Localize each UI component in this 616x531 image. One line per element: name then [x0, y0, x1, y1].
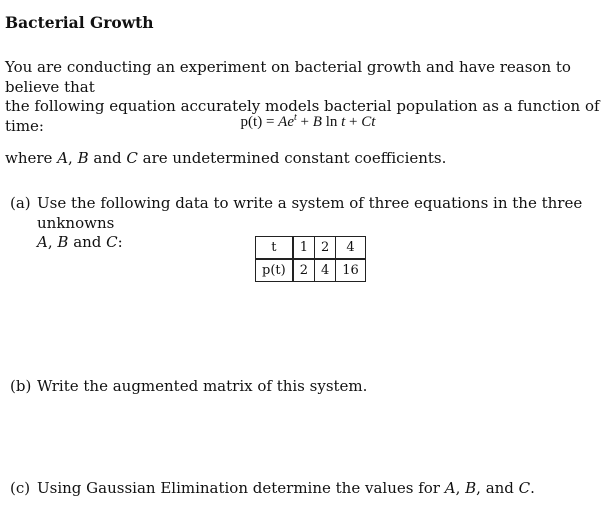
part-a-end: :: [117, 233, 123, 251]
part-a-label: (a): [10, 194, 31, 212]
part-a-sep: ,: [47, 233, 58, 251]
data-table: [255, 236, 366, 282]
intro-line-2: the following equation accurately models bacterial population as a function of time:: [5, 97, 600, 135]
equation-ln: ln: [321, 114, 342, 130]
where-sep: ,: [68, 149, 78, 167]
page-title: Bacterial Growth: [5, 13, 154, 32]
equation-coef-a: A: [278, 114, 288, 130]
part-c-label: (c): [10, 479, 31, 497]
table-cell-t-2: 2: [314, 237, 335, 260]
where-b: B: [77, 149, 89, 167]
equation-t-2: t: [371, 114, 376, 130]
part-c-end: .: [530, 479, 535, 497]
where-a: A: [57, 149, 69, 167]
part-a-b: B: [57, 233, 69, 251]
table-cell-t-3: 4: [336, 237, 366, 260]
table-cell-p-2: 4: [314, 259, 335, 282]
table-row-p: [256, 259, 366, 282]
where-prefix: where: [5, 149, 58, 167]
part-c-sep-1: ,: [455, 479, 466, 497]
where-sentence: [5, 149, 446, 167]
equation-e: e: [287, 114, 295, 130]
where-and: and: [88, 149, 127, 167]
intro-line-1: You are conducting an experiment on bacterial growth and have reason to believe that: [5, 58, 571, 96]
equation-t-1: t: [341, 114, 346, 130]
equation-exponent: t: [294, 112, 297, 123]
where-suffix: are undetermined constant coefficients.: [137, 149, 447, 167]
part-c-a: A: [444, 479, 456, 497]
part-c-b: B: [465, 479, 477, 497]
model-equation: [0, 114, 616, 131]
part-c: [10, 479, 535, 499]
table-cell-t-1: 1: [293, 237, 315, 260]
table-cell-p-1: 2: [293, 259, 315, 282]
where-c: C: [126, 149, 138, 167]
part-a-c: C: [106, 233, 118, 251]
equation-plus-2: +: [345, 114, 362, 130]
part-a-a: A: [37, 233, 48, 251]
part-c-text: Using Gaussian Elimination determine the values for: [37, 479, 445, 497]
table-header-t: t: [256, 237, 293, 260]
equation-coef-b: B: [312, 114, 322, 130]
table-cell-p-3: 16: [336, 259, 366, 282]
part-b-label: (b): [10, 377, 32, 395]
part-b-text: Write the augmented matrix of this system.: [37, 377, 368, 395]
table-row-t: [256, 237, 366, 260]
part-c-sep-2: , and: [476, 479, 519, 497]
equation-lhs: p(t) =: [240, 114, 279, 130]
part-a-and: and: [68, 233, 107, 251]
table-header-p: p(t): [256, 259, 293, 282]
part-c-c: C: [518, 479, 531, 497]
equation-coef-c: C: [361, 114, 372, 130]
part-a-text-1: Use the following data to write a system of three equations in the three unknowns: [37, 194, 583, 232]
part-b: [10, 377, 367, 397]
equation-plus-1: +: [296, 114, 313, 130]
